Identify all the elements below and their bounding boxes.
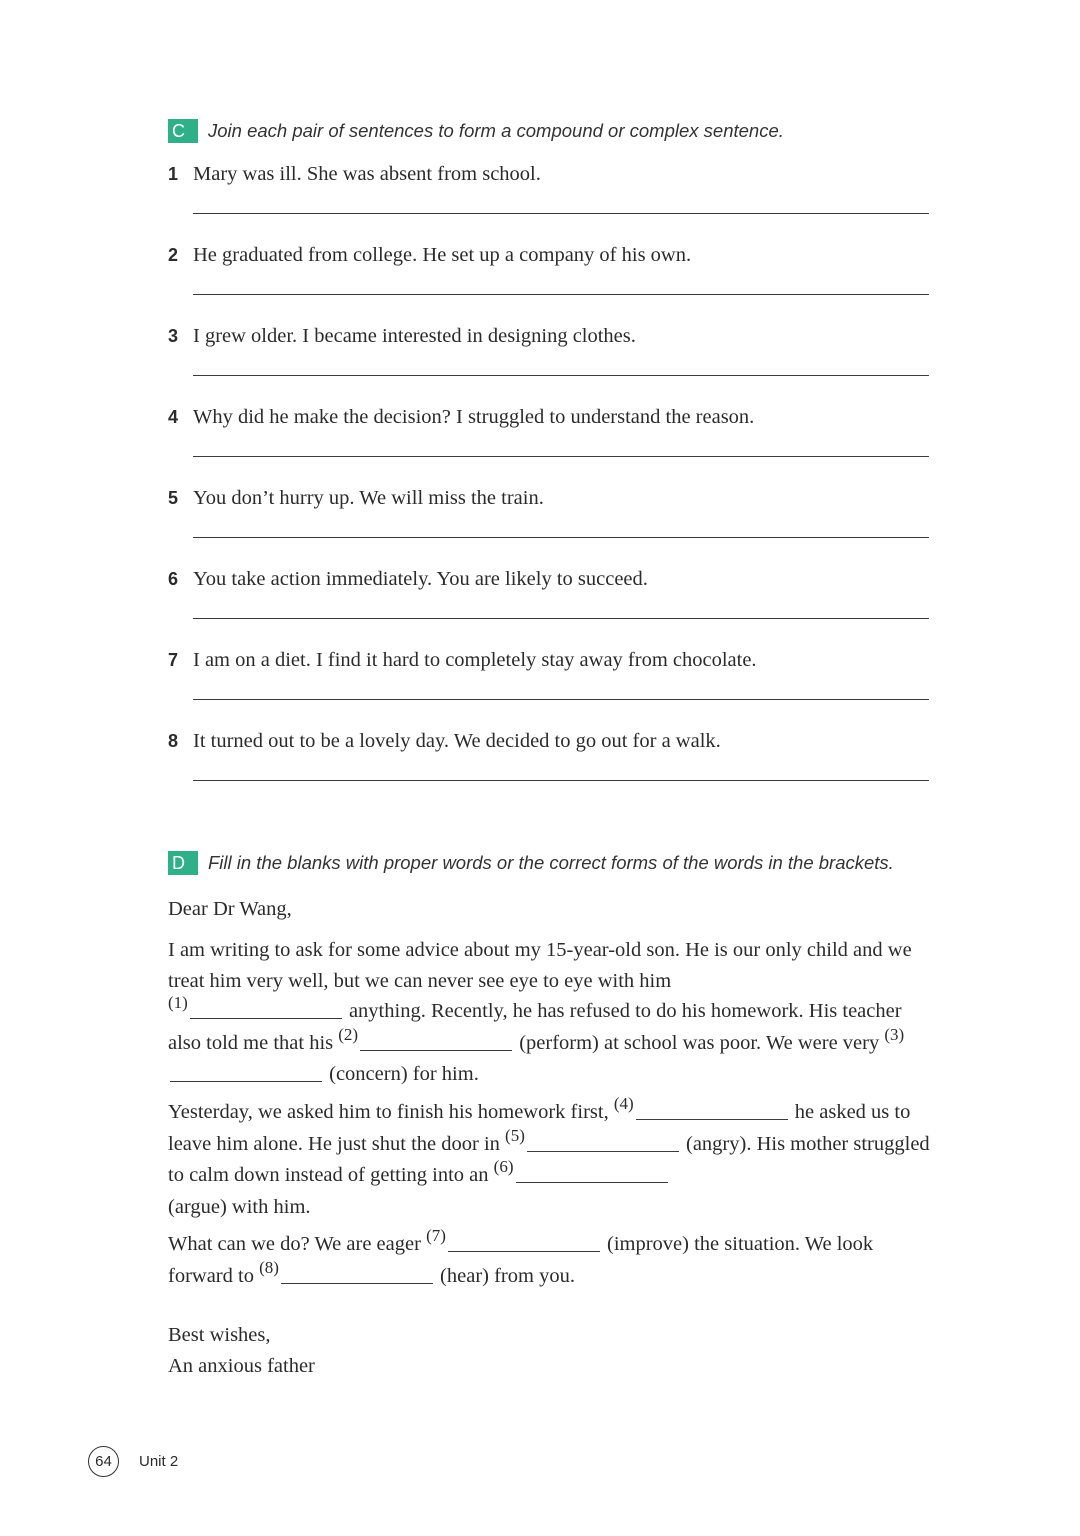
signature-text: An anxious father [168, 1354, 315, 1377]
exercise-item [168, 730, 930, 758]
item-sentence: Mary was ill. She was absent from school. [193, 163, 541, 185]
greeting-text: Dear Dr Wang, [168, 898, 292, 920]
paragraph-text: (angry). His mother struggled to calm down instead of getting into an [168, 1132, 930, 1186]
fill-blank-7[interactable] [448, 1233, 600, 1252]
unit-label: Unit 2 [139, 1453, 179, 1470]
item-sentence: I grew older. I became interested in designing clothes. [193, 325, 636, 347]
section-c-instruction: Join each pair of sentences to form a compound or complex sentence. [208, 120, 784, 141]
exercise-item [168, 325, 930, 353]
fill-blank-1[interactable] [190, 1000, 342, 1019]
paragraph-text: Yesterday, we asked him to finish his homework first, [168, 1101, 609, 1123]
blank-number: (2) [338, 1024, 359, 1044]
fill-blank-3[interactable] [170, 1063, 322, 1082]
blank-number: (1) [168, 993, 188, 1012]
item-sentence: He graduated from college. He set up a company of his own. [193, 244, 692, 266]
item-sentence: Why did he make the decision? I struggled to understand the reason. [193, 406, 755, 428]
closing-text: Best wishes, [168, 1324, 271, 1346]
item-sentence: I am on a diet. I find it hard to completely stay away from chocolate. [193, 649, 757, 671]
section-d-badge: D [168, 851, 198, 875]
paragraph-text: anything. Recently, he has refused to do his homework. His teacher also told me that his [168, 1000, 902, 1054]
blank-number: (8) [259, 1257, 279, 1277]
letter-paragraph-1 [168, 935, 938, 1090]
item-number: 5 [168, 488, 179, 508]
section-c-header [168, 118, 784, 144]
answer-line[interactable] [193, 294, 929, 295]
section-c-badge: C [168, 119, 198, 143]
paragraph-text: What can we do? We are eager [168, 1233, 421, 1255]
paragraph-text: (improve) the situation. We look forward to [168, 1233, 874, 1287]
page-footer [88, 1446, 178, 1477]
blank-number: (6) [493, 1157, 514, 1176]
item-sentence: It turned out to be a lovely day. We decided to go out for a walk. [193, 730, 721, 752]
paragraph-text: I am writing to ask for some advice about my 15-year-old son. He is our only child and we treat him very well, but we can never see eye to eye with him [168, 939, 912, 992]
exercise-item [168, 406, 930, 434]
answer-line[interactable] [193, 213, 929, 214]
answer-line[interactable] [193, 780, 929, 781]
answer-line[interactable] [193, 456, 929, 457]
letter-paragraph-3 [168, 1226, 938, 1292]
item-sentence: You take action immediately. You are likely to succeed. [193, 568, 648, 590]
blank-number: (7) [426, 1226, 446, 1245]
paragraph-text: (concern) for him. [329, 1063, 479, 1085]
item-number: 8 [168, 731, 179, 751]
letter-closing [168, 1320, 938, 1381]
exercise-item [168, 244, 930, 272]
letter-paragraph-2 [168, 1094, 938, 1222]
answer-line[interactable] [193, 699, 929, 700]
fill-blank-8[interactable] [281, 1265, 433, 1284]
fill-blank-2[interactable] [360, 1032, 512, 1051]
page-number: 64 [88, 1446, 119, 1477]
fill-blank-5[interactable] [527, 1133, 679, 1152]
exercise-item [168, 568, 930, 596]
item-number: 7 [168, 650, 179, 670]
paragraph-text: (hear) from you. [440, 1264, 575, 1287]
item-number: 1 [168, 164, 179, 184]
fill-blank-6[interactable] [516, 1164, 668, 1183]
answer-line[interactable] [193, 537, 929, 538]
item-number: 4 [168, 407, 179, 427]
item-number: 2 [168, 245, 179, 265]
section-d-header [168, 850, 894, 876]
blank-number: (5) [505, 1125, 525, 1145]
exercise-item [168, 163, 930, 191]
exercise-item [168, 487, 930, 515]
exercise-item [168, 649, 930, 677]
paragraph-text: (argue) with him. [168, 1195, 311, 1218]
answer-line[interactable] [193, 375, 929, 376]
section-d-instruction: Fill in the blanks with proper words or the correct forms of the words in the brackets. [208, 852, 894, 873]
item-sentence: You don’t hurry up. We will miss the train. [193, 487, 544, 509]
paragraph-text: he asked us to leave him alone. He just shut the door in [168, 1101, 911, 1155]
blank-number: (4) [613, 1094, 634, 1113]
letter-greeting [168, 894, 938, 925]
answer-line[interactable] [193, 618, 929, 619]
blank-number: (3) [884, 1024, 905, 1044]
item-number: 6 [168, 569, 179, 589]
fill-blank-4[interactable] [636, 1101, 788, 1120]
item-number: 3 [168, 326, 179, 346]
paragraph-text: (perform) at school was poor. We were very [519, 1031, 880, 1054]
